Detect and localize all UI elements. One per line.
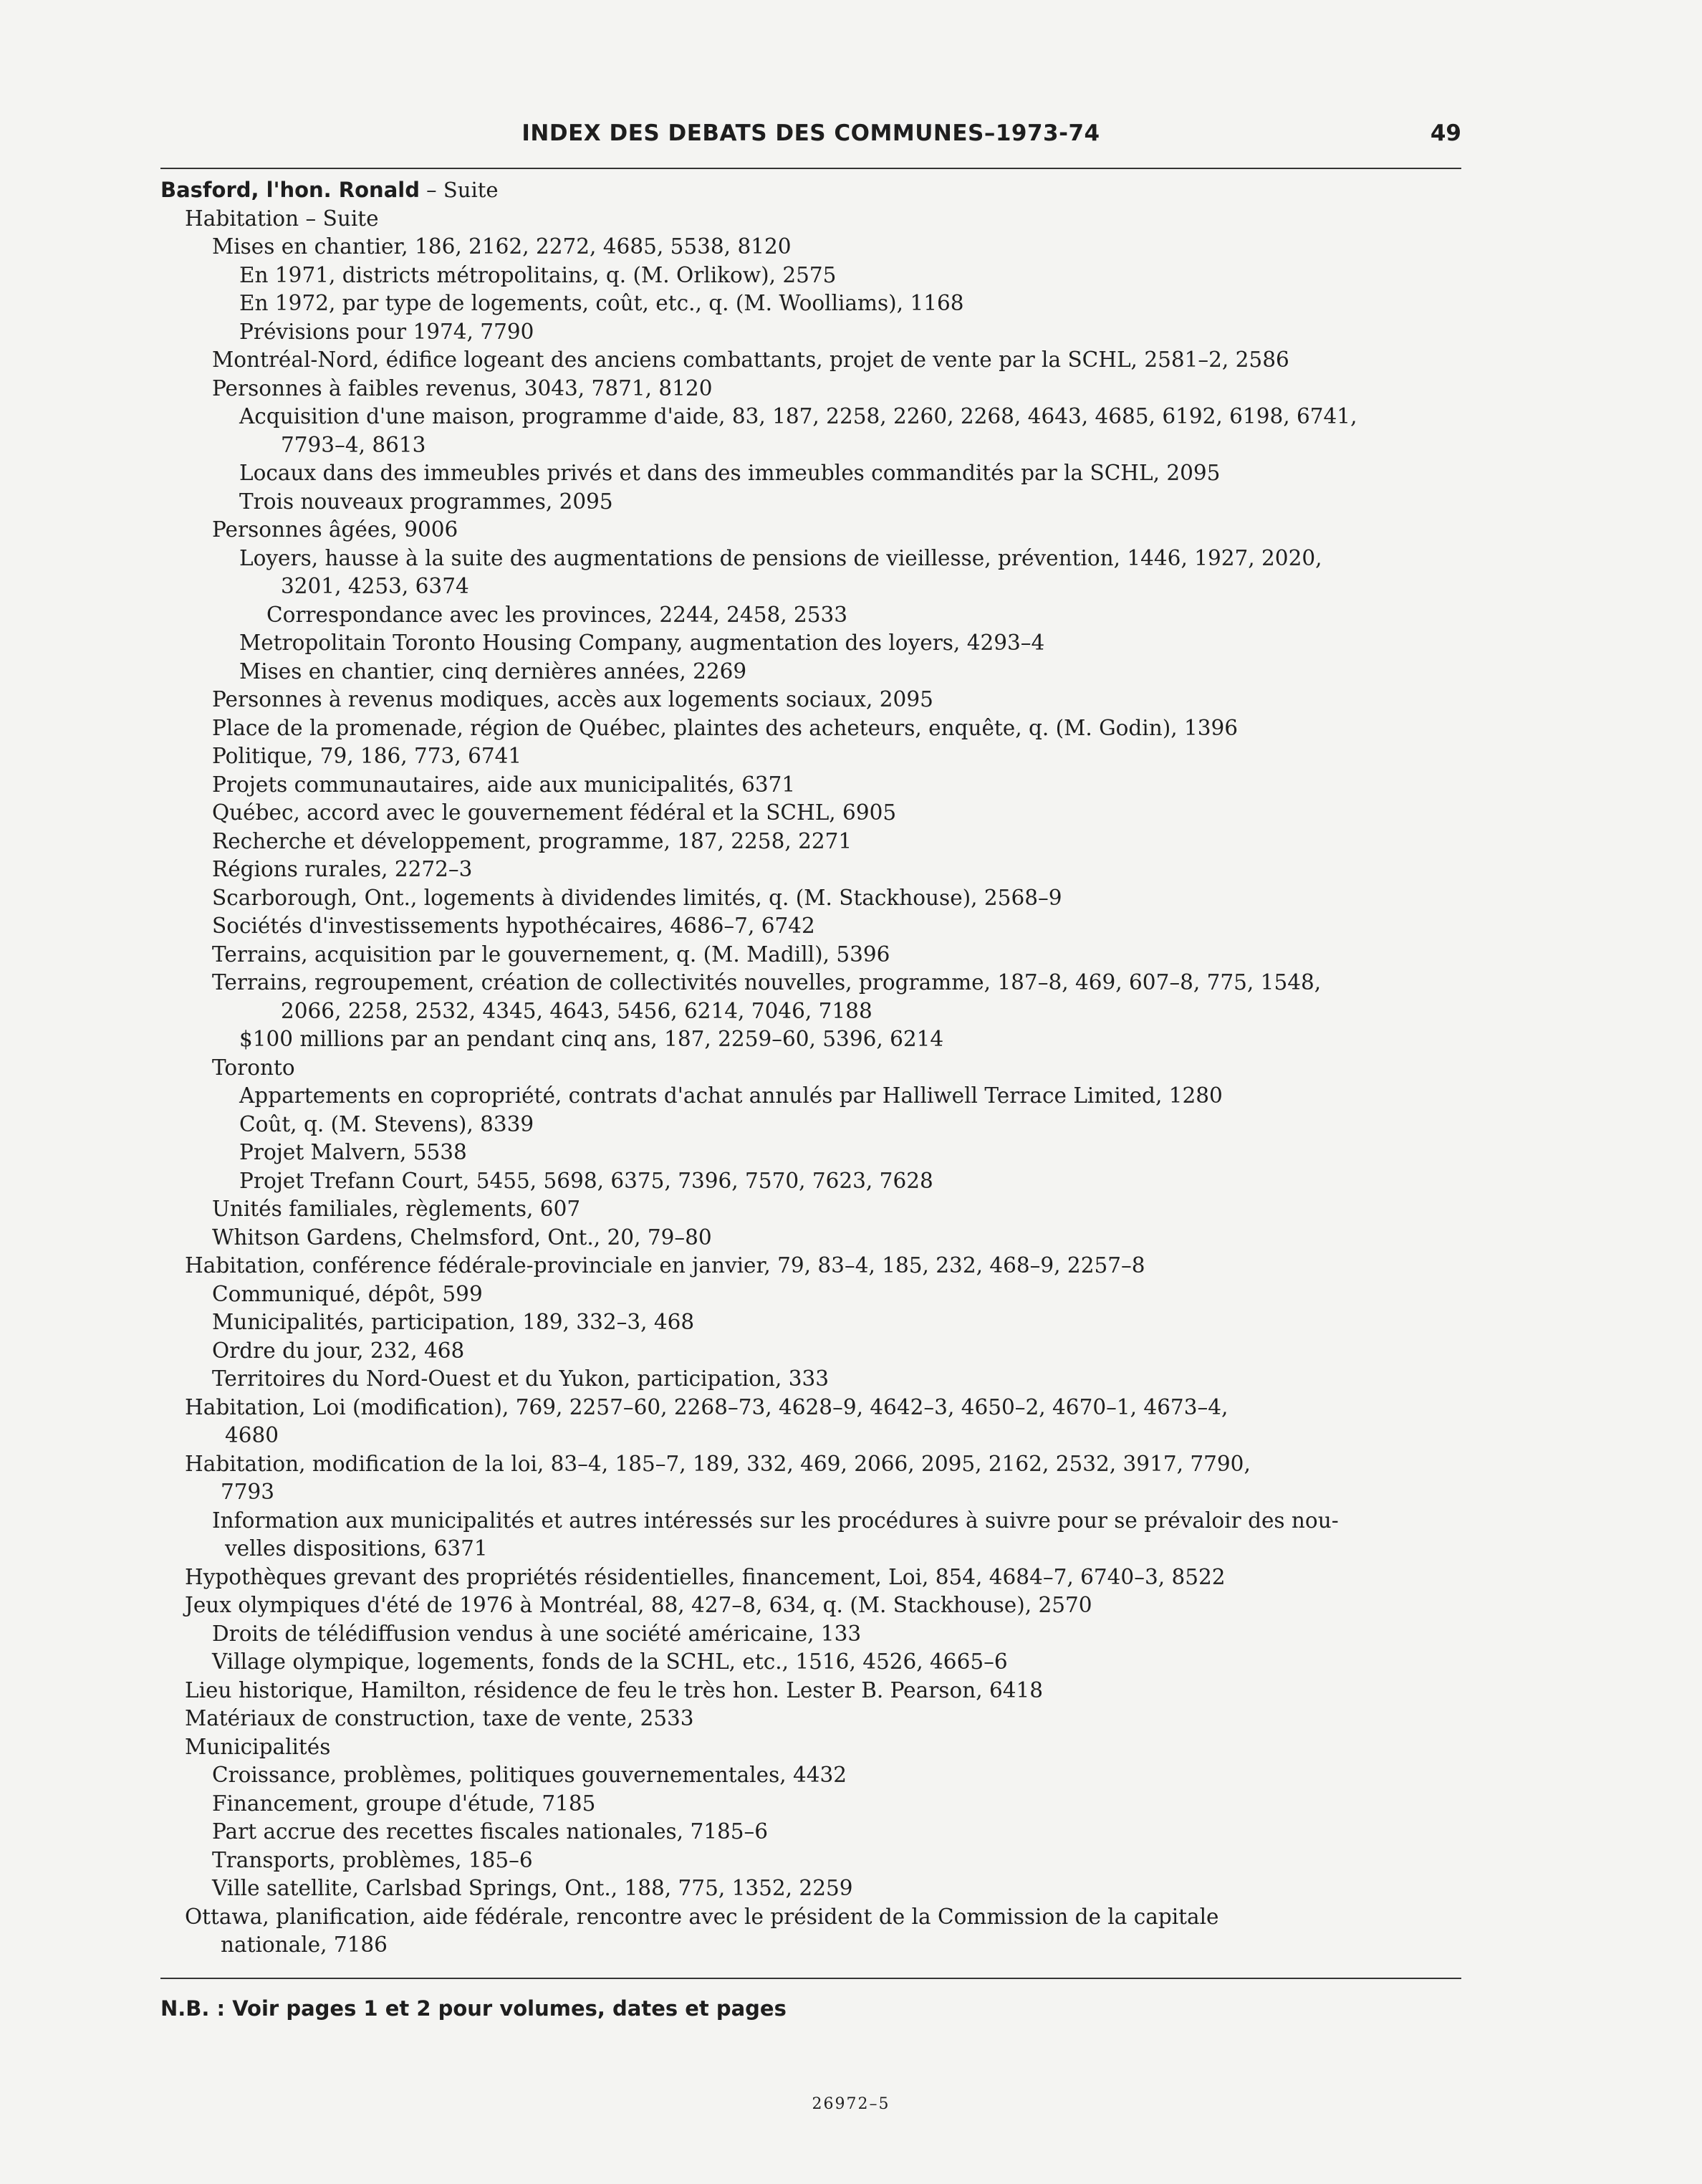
index-entry bbox=[160, 1903, 1464, 1932]
index-entry bbox=[160, 1620, 1464, 1649]
index-entry bbox=[160, 629, 1464, 658]
entry-text: Financement, groupe d'étude, 7185 bbox=[212, 1791, 596, 1816]
index-entry bbox=[160, 1874, 1464, 1903]
index-entry bbox=[160, 1167, 1464, 1196]
entry-text: Village olympique, logements, fonds de la SCHL, etc., 1516, 4526, 4665–6 bbox=[212, 1649, 1008, 1674]
index-entry bbox=[160, 262, 1464, 290]
entry-text: 2066, 2258, 2532, 4345, 4643, 5456, 6214, 7046, 7188 bbox=[281, 998, 872, 1023]
entry-text: velles dispositions, 6371 bbox=[225, 1536, 488, 1561]
entry-text: Montréal-Nord, édifice logeant des anciens combattants, projet de vente par la SCHL, 2581–2, 2586 bbox=[212, 348, 1289, 372]
index-entry bbox=[160, 1111, 1464, 1139]
index-entry bbox=[160, 771, 1464, 800]
index-entry bbox=[160, 1365, 1464, 1394]
index-entry bbox=[160, 1931, 1464, 1960]
index-entry bbox=[160, 742, 1464, 771]
index-entry bbox=[160, 1082, 1464, 1111]
index-entry bbox=[160, 318, 1464, 347]
index-entry bbox=[160, 856, 1464, 884]
entry-text: Croissance, problèmes, politiques gouvernementales, 4432 bbox=[212, 1763, 847, 1787]
index-entry bbox=[160, 233, 1464, 262]
entry-text: Ordre du jour, 232, 468 bbox=[212, 1338, 465, 1363]
entry-text: Scarborough, Ont., logements à dividendes limités, q. (M. Stackhouse), 2568–9 bbox=[212, 885, 1062, 910]
index-entry bbox=[160, 1280, 1464, 1309]
entry-text: Unités familiales, règlements, 607 bbox=[212, 1197, 581, 1221]
entry-text: En 1971, districts métropolitains, q. (M. Orlikow), 2575 bbox=[239, 262, 837, 287]
index-entry bbox=[160, 1337, 1464, 1366]
entry-text: Lieu historique, Hamilton, résidence de feu le très hon. Lester B. Pearson, 6418 bbox=[185, 1677, 1044, 1702]
index-entry bbox=[160, 1394, 1464, 1422]
entry-text: Part accrue des recettes fiscales nationales, 7185–6 bbox=[212, 1819, 769, 1844]
footnote-note: N.B. : Voir pages 1 et 2 pour volumes, dates et pages bbox=[160, 1996, 787, 2021]
index-entry bbox=[160, 686, 1464, 714]
entry-text: Jeux olympiques d'été de 1976 à Montréal, 88, 427–8, 634, q. (M. Stackhouse), 2570 bbox=[185, 1593, 1092, 1617]
entry-text: Coût, q. (M. Stevens), 8339 bbox=[239, 1111, 534, 1136]
index-entry bbox=[160, 1733, 1464, 1762]
entry-text: Mises en chantier, 186, 2162, 2272, 4685, 5538, 8120 bbox=[212, 234, 792, 259]
entry-text: 3201, 4253, 6374 bbox=[281, 574, 469, 598]
index-entry bbox=[160, 1224, 1464, 1253]
index-entry bbox=[160, 799, 1464, 828]
entry-text: $100 millions par an pendant cinq ans, 187, 2259–60, 5396, 6214 bbox=[239, 1027, 944, 1051]
index-entry bbox=[160, 1677, 1464, 1705]
entry-text: Personnes âgées, 9006 bbox=[212, 517, 458, 542]
index-entry bbox=[160, 1761, 1464, 1790]
entry-text: Matériaux de construction, taxe de vente, 2533 bbox=[185, 1706, 694, 1730]
entry-text: Québec, accord avec le gouvernement fédéral et la SCHL, 6905 bbox=[212, 800, 897, 825]
entry-heading: Basford, l'hon. Ronald bbox=[160, 178, 420, 202]
index-entry bbox=[160, 714, 1464, 743]
entry-text: Locaux dans des immeubles privés et dans des immeubles commandités par la SCHL, 2095 bbox=[239, 461, 1221, 485]
index-entry bbox=[160, 1195, 1464, 1224]
index-entry bbox=[160, 1308, 1464, 1337]
entry-text: Habitation – Suite bbox=[185, 206, 379, 231]
entry-text: Sociétés d'investissements hypothécaires, 4686–7, 6742 bbox=[212, 914, 815, 938]
entry-text: Projet Malvern, 5538 bbox=[239, 1140, 467, 1164]
index-entry bbox=[160, 205, 1464, 234]
entry-text: Metropolitain Toronto Housing Company, augmentation des loyers, 4293–4 bbox=[239, 631, 1045, 655]
entry-text: En 1972, par type de logements, coût, etc., q. (M. Woolliams), 1168 bbox=[239, 291, 964, 315]
index-entry bbox=[160, 346, 1464, 375]
entry-text: Trois nouveaux programmes, 2095 bbox=[239, 489, 613, 514]
index-entry bbox=[160, 997, 1464, 1026]
entry-text: Territoires du Nord-Ouest et du Yukon, participation, 333 bbox=[212, 1366, 830, 1391]
index-entry bbox=[160, 289, 1464, 318]
entry-text: Ville satellite, Carlsbad Springs, Ont., 188, 775, 1352, 2259 bbox=[212, 1876, 853, 1900]
entry-text: Information aux municipalités et autres intéressés sur les procédures à suivre pour se prévaloir des nou- bbox=[212, 1508, 1339, 1533]
entry-text: Personnes à faibles revenus, 3043, 7871, 8120 bbox=[212, 375, 713, 401]
entry-text: Place de la promenade, région de Québec, plaintes des acheteurs, enquête, q. (M. Godin), 1396 bbox=[212, 715, 1239, 740]
page-title: INDEX DES DEBATS DES COMMUNES–1973-74 bbox=[521, 120, 1100, 146]
index-entry bbox=[160, 1705, 1464, 1733]
entry-text: Projets communautaires, aide aux municipalités, 6371 bbox=[212, 772, 796, 797]
entry-text: Communiqué, dépôt, 599 bbox=[212, 1281, 483, 1306]
entry-text: Politique, 79, 186, 773, 6741 bbox=[212, 744, 522, 768]
entry-text: nationale, 7186 bbox=[221, 1932, 388, 1957]
index-entry bbox=[160, 1847, 1464, 1875]
index-entry bbox=[160, 1450, 1464, 1479]
entry-text: Transports, problèmes, 185–6 bbox=[212, 1847, 533, 1872]
index-entry bbox=[160, 545, 1464, 573]
entry-text: Appartements en copropriété, contrats d'achat annulés par Halliwell Terrace Limited, 1280 bbox=[239, 1083, 1223, 1108]
index-entry bbox=[160, 1252, 1464, 1280]
entry-text: Municipalités bbox=[185, 1734, 331, 1759]
page-number: 49 bbox=[1430, 120, 1461, 146]
entry-text: Ottawa, planification, aide fédérale, rencontre avec le président de la Commission de la capitale bbox=[185, 1904, 1219, 1929]
entry-text: Loyers, hausse à la suite des augmentations de pensions de vieillesse, prévention, 1446, 1927, 2020, bbox=[239, 545, 1322, 570]
index-entry-list bbox=[160, 176, 1464, 1960]
page-header bbox=[160, 120, 1461, 158]
footer-divider bbox=[160, 1978, 1461, 1979]
entry-text: Habitation, Loi (modification), 769, 2257–60, 2268–73, 4628–9, 4642–3, 4650–2, 4670–1, 4673–4, bbox=[185, 1394, 1229, 1419]
index-entry bbox=[160, 1507, 1464, 1536]
index-entry bbox=[160, 1563, 1464, 1592]
entry-text: Projet Trefann Court, 5455, 5698, 6375, 7396, 7570, 7623, 7628 bbox=[239, 1168, 933, 1193]
index-entry bbox=[160, 884, 1464, 913]
index-entry bbox=[160, 516, 1464, 545]
index-entry bbox=[160, 1139, 1464, 1167]
entry-text: – Suite bbox=[419, 178, 499, 202]
entry-text: Prévisions pour 1974, 7790 bbox=[239, 319, 534, 344]
entry-text: Personnes à revenus modiques, accès aux logements sociaux, 2095 bbox=[212, 687, 933, 712]
index-entry bbox=[160, 912, 1464, 941]
index-entry bbox=[160, 1591, 1464, 1620]
index-entry bbox=[160, 459, 1464, 488]
entry-text: Recherche et développement, programme, 187, 2258, 2271 bbox=[212, 828, 852, 853]
entry-text: Hypothèques grevant des propriétés résidentielles, financement, Loi, 854, 4684–7, 6740–3, 8522 bbox=[185, 1564, 1226, 1589]
print-code: 26972–5 bbox=[812, 2095, 890, 2113]
index-entry bbox=[160, 658, 1464, 686]
index-entry bbox=[160, 403, 1464, 431]
entry-text: Mises en chantier, cinq dernières années, 2269 bbox=[239, 658, 747, 684]
index-entry bbox=[160, 828, 1464, 856]
index-entry bbox=[160, 1054, 1464, 1083]
index-entry bbox=[160, 601, 1464, 630]
entry-text: Municipalités, participation, 189, 332–3, 468 bbox=[212, 1310, 695, 1334]
index-entry bbox=[160, 431, 1464, 460]
entry-text: Toronto bbox=[212, 1055, 295, 1080]
entry-text: Habitation, modification de la loi, 83–4, 185–7, 189, 332, 469, 2066, 2095, 2162, 2532, 3917, 7790, bbox=[185, 1451, 1251, 1476]
index-entry bbox=[160, 573, 1464, 601]
header-divider bbox=[160, 168, 1461, 169]
index-entry bbox=[160, 375, 1464, 403]
entry-text: Droits de télédiffusion vendus à une société américaine, 133 bbox=[212, 1621, 862, 1646]
index-entry bbox=[160, 176, 1464, 205]
entry-text: Acquisition d'une maison, programme d'aide, 83, 187, 2258, 2260, 2268, 4643, 4685, 6192, 6198, 6741, bbox=[239, 404, 1357, 428]
index-entry bbox=[160, 941, 1464, 969]
entry-text: Habitation, conférence fédérale-provinciale en janvier, 79, 83–4, 185, 232, 468–9, 2257–8 bbox=[185, 1253, 1145, 1278]
index-entry bbox=[160, 488, 1464, 517]
index-entry bbox=[160, 1648, 1464, 1677]
entry-text: Whitson Gardens, Chelmsford, Ont., 20, 79–80 bbox=[212, 1225, 712, 1250]
entry-text: Régions rurales, 2272–3 bbox=[212, 857, 473, 881]
entry-text: Terrains, acquisition par le gouvernement, q. (M. Madill), 5396 bbox=[212, 942, 890, 967]
index-entry bbox=[160, 1478, 1464, 1507]
index-entry bbox=[160, 969, 1464, 997]
entry-text: 7793 bbox=[221, 1480, 275, 1504]
entry-text: 7793–4, 8613 bbox=[281, 432, 426, 457]
index-entry bbox=[160, 1025, 1464, 1054]
entry-text: Terrains, regroupement, création de collectivités nouvelles, programme, 187–8, 469, 607–8, 775, 1548, bbox=[212, 970, 1322, 995]
index-entry bbox=[160, 1818, 1464, 1847]
index-entry bbox=[160, 1790, 1464, 1819]
index-entry bbox=[160, 1535, 1464, 1563]
index-entry bbox=[160, 1422, 1464, 1450]
entry-text: Correspondance avec les provinces, 2244, 2458, 2533 bbox=[266, 602, 848, 627]
entry-text: 4680 bbox=[225, 1423, 279, 1447]
